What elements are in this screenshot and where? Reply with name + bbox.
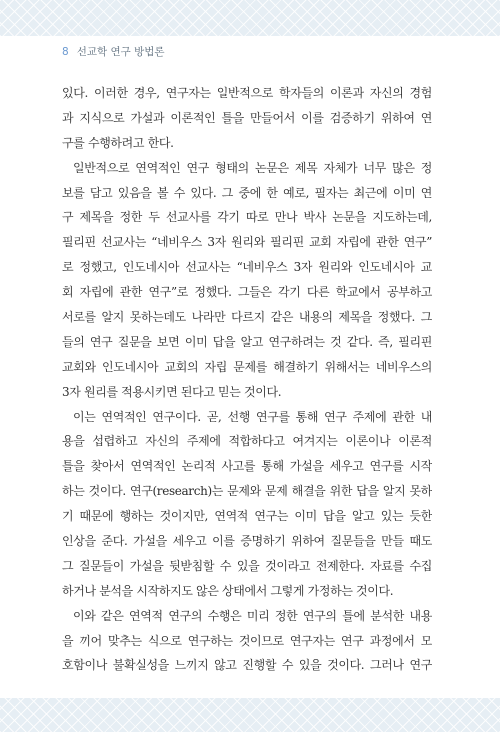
text-line: 로 정했고, 인도네시아 선교사는 “네비우스 3자 원리와 인도네시아 교 xyxy=(62,260,432,275)
text-line: 있다. 이러한 경우, 연구자는 일반적으로 학자들의 이론과 자신의 경험 xyxy=(62,86,432,100)
paragraph-first-line: 이는 연역적인 연구이다. 곧, 선행 연구를 통해 연구 주제에 관한 내 xyxy=(73,409,432,424)
text-line: 구 제목을 정한 두 선교사를 각기 따로 만나 박사 논문을 지도하는데, xyxy=(62,210,432,225)
text-line: 구를 수행하려고 한다. xyxy=(62,135,174,150)
text-line: 용을 섭렵하고 자신의 주제에 적합하다고 여겨지는 이론이나 이론적 xyxy=(62,434,432,449)
text-line: 회 자립에 관한 연구”로 정했다. 그들은 각기 다른 학교에서 공부하고 xyxy=(62,285,432,300)
text-line: 기 때문에 행하는 것이지만, 연역적 연구는 이미 답을 알고 있는 듯한 xyxy=(62,509,432,524)
text-line: 그 질문들이 가설을 뒷받침할 수 있을 것이라고 전제한다. 자료를 수집 xyxy=(62,558,432,573)
running-title: 선교학 연구 방법론 xyxy=(76,46,165,58)
page-number: 8 xyxy=(62,46,69,58)
text-line: 3자 원리를 적용시키면 된다고 믿는 것이다. xyxy=(62,384,282,399)
running-header xyxy=(62,44,165,59)
paragraph-first-line: 이와 같은 연역적 연구의 수행은 미리 정한 연구의 틀에 분석한 내용 xyxy=(73,608,432,623)
text-line: 보를 담고 있음을 볼 수 있다. 그 중에 한 예로, 필자는 최근에 이미 연 xyxy=(62,185,432,200)
text-line: 하는 것이다. 연구(research)는 문제와 문제 해결을 위한 답을 알지 못하 xyxy=(62,484,432,499)
text-line: 들의 연구 질문을 보면 이미 답을 알고 연구하려는 것 같다. 즉, 필리핀 xyxy=(62,334,432,349)
body-text xyxy=(62,81,432,678)
text-line: 서로를 알지 못하는데도 나라만 다르지 같은 내용의 제목을 정했다. 그 xyxy=(62,310,432,325)
text-line: 교회와 인도네시아 교회의 자립 문제를 해결하기 위해서는 네비우스의 xyxy=(62,359,432,374)
paragraph-first-line: 일반적으로 연역적인 연구 형태의 논문은 제목 자체가 너무 많은 정 xyxy=(73,160,432,175)
text-line: 을 끼어 맞추는 식으로 연구하는 것이므로 연구자는 연구 과정에서 모 xyxy=(62,633,432,648)
top-decorative-border xyxy=(0,0,500,36)
text-line: 과 지식으로 가설과 이론적인 틀을 만들어서 이를 검증하기 위하여 연 xyxy=(62,110,432,125)
text-line: 하거나 분석을 시작하지도 않은 상태에서 그렇게 가정하는 것이다. xyxy=(62,583,394,598)
text-line: 호함이나 불확실성을 느끼지 않고 진행할 수 있을 것이다. 그러나 연구 xyxy=(62,658,432,673)
text-line: 인상을 준다. 가설을 세우고 이를 증명하기 위하여 질문들을 만들 때도 xyxy=(62,534,432,549)
text-line: 틀을 찾아서 연역적인 논리적 사고를 통해 가설을 세우고 연구를 시작 xyxy=(62,459,432,474)
text-line: 필리핀 선교사는 “네비우스 3자 원리와 필리핀 교회 자립에 관한 연구” xyxy=(62,235,432,250)
bottom-decorative-border xyxy=(0,698,500,732)
